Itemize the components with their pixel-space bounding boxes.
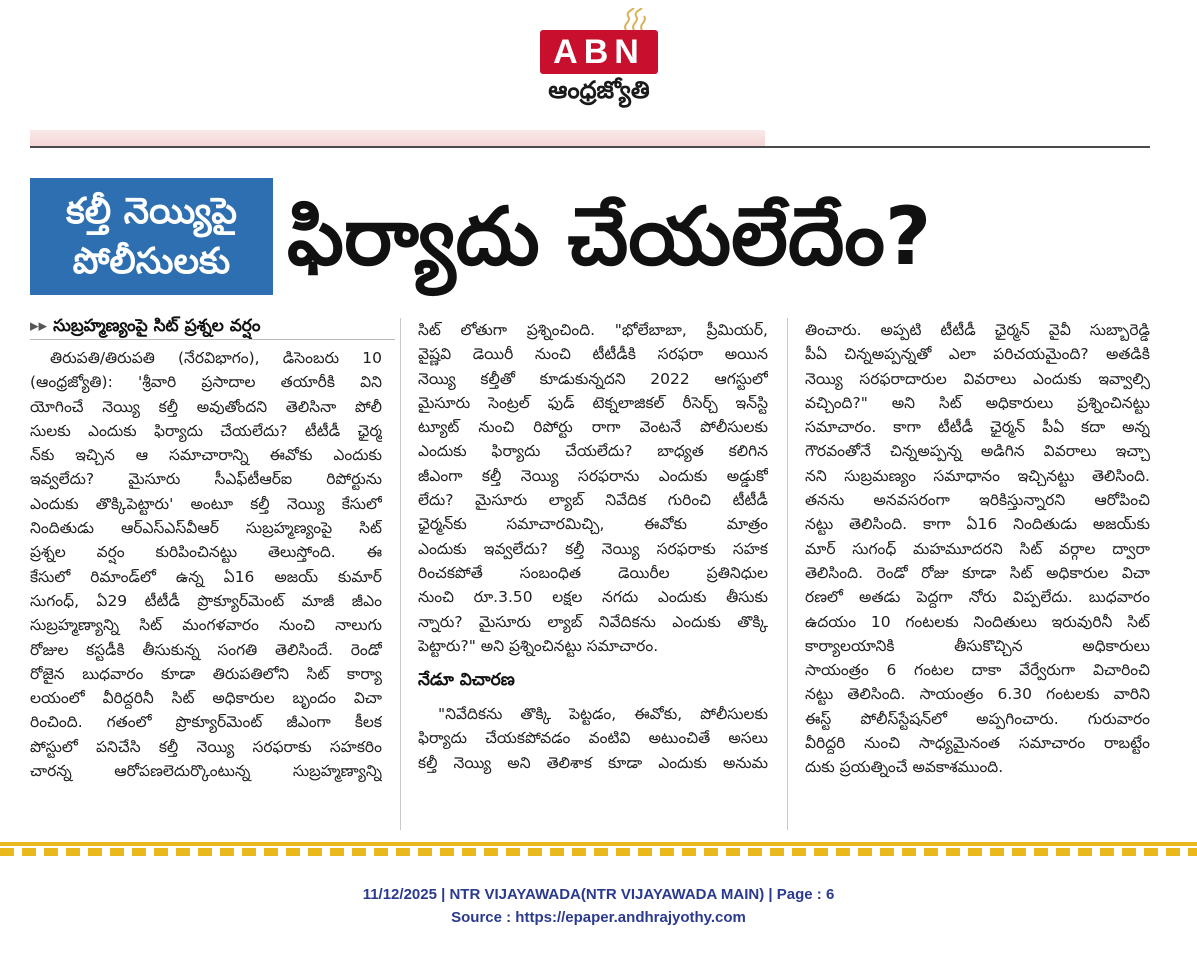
article-text-line: (ఆంధ్రజ్యోతి): 'శ్రీవారి ప్రసాదాల తయారీకి విని (30, 373, 382, 392)
article-text-line: న్నారు? మైసూరు ల్యాబ్ నివేదికను ఎందుకు తొక్కి (418, 612, 768, 631)
article-text-line: వీరిద్దరి నుంచి సాధ్యమైనంత సమాచారం రాబట్టేం (805, 734, 1150, 753)
article-text-line: తించారు. అప్పటి టీటీడీ ఛైర్మన్ వైవీ సుబ్బారెడ్డి (805, 321, 1150, 339)
article-text-line: రించకపోతే సంబంధిత డెయిరీల ప్రతినిధుల (418, 563, 768, 582)
article-text-line: ట్యూట్ నుంచి రిపోర్టు రాగా వెంటనే పోలీసులకు (418, 418, 768, 437)
article-text-line: నిందితుడు ఆర్‌ఎస్‌ఎస్‌వీఆర్ సుబ్రహ్మణ్యంపై సిట్ (30, 519, 382, 538)
header-rule (30, 146, 1150, 148)
column-divider (787, 318, 788, 830)
article-text-line: లేదు? మైసూరు ల్యాబ్ నివేదిక గురించి టీటీడీ (418, 491, 768, 510)
abn-andhrajyothy-logo (536, 8, 662, 104)
subheadline (30, 312, 390, 340)
article-column-1 (30, 346, 382, 783)
article-text-line: సులకు ఎందుకు ఫిర్యాదు చేయలేదు? టీటీడీ ఛైర్మ (30, 421, 382, 440)
article-text-line: నట్టు తెలిసింది. కాగా ఏ16 నిందితుడు అజయ్‌కు (805, 515, 1150, 534)
kicker-line-2: పోలీసులకు (72, 240, 231, 282)
bottom-decorative-band (0, 842, 1197, 858)
article-text-line: న్‌కు ఇచ్చిన ఆ సమాచారాన్ని ఈవోకు ఎందుకు (30, 446, 382, 465)
article-text-line: మార్ సుగంధ్ మహమూదరని సిట్ వర్గాల ద్వారా (805, 539, 1150, 558)
headline-kicker (30, 178, 273, 295)
article-text-line: నుంచి రూ.3.50 లక్షల నగదు ఎందుకు తీసుకు (418, 588, 768, 607)
article-column-2 (418, 318, 768, 775)
article-text-line: ప్రశ్నల వర్షం కురిపించినట్టు తెలుస్తోంది. ఈ (30, 543, 382, 562)
double-chevron-icon: ▸▸ (30, 316, 48, 336)
article-text-line: రోజైన బుధవారం కూడా తిరుపతిలోని సిట్ కార్యా (30, 664, 382, 683)
kicker-line-1: కల్తీ నెయ్యిపై (66, 190, 237, 232)
article-text-line: నని సుబ్రమణ్యం సమాధానం ఇచ్చినట్టు తెలిసింది. (805, 466, 1150, 485)
article-text-line: దుకు ప్రయత్నించే అవకాశముంది. (805, 758, 1004, 777)
article-text-line: కేసులో రిమాండ్‌లో ఉన్న ఏ16 అజయ్ కుమార్ (30, 567, 382, 586)
article-text-line: లయంలో వీరిద్దరినీ సిట్ అధికారుల బృందం విచా (30, 689, 382, 708)
article-text-line: ఉదయం 10 గంటలకు నిందితులు ఇరువురినీ సిట్ (805, 612, 1150, 631)
article-column-3 (805, 318, 1150, 780)
article-text-line: సమాచారం. కాగా టీటీడీ ఛైర్మన్ పీఏ కదా అన్న (805, 418, 1150, 437)
article-text-line: వచ్చింది?" అని సిట్ అధికారులు ప్రశ్నించినట్టు (805, 393, 1150, 412)
article-text-line: సుగంధ్, ఏ29 టీటీడీ ప్రొక్యూర్‌మెంట్ మాజీ జీఎం (30, 591, 382, 610)
article-text-line: ఎందుకు తొక్కిపెట్టారు' అంటూ కల్తీ నెయ్యి కేసులో (30, 494, 382, 513)
article-text-line: చారన్న ఆరోపణలెదుర్కొంటున్న సుబ్రహ్మణ్యాన్ని (30, 762, 382, 781)
article-text-line: ఛైర్మన్‌కు సమాచారమిచ్చి, ఈవోకు మాత్రం (418, 515, 768, 534)
steam-icon (620, 8, 650, 32)
article-text-line: వైష్ణవి డెయిరీ నుంచి టీటీడీకి సరఫరా అయిన (418, 345, 768, 364)
article-text-line: జీఎంగా కల్తీ నెయ్యి సరఫరాను ఎందుకు అడ్డుకో (418, 466, 768, 485)
article-text-line: కార్యాలయానికి తీసుకొచ్చిన అధికారులు (805, 636, 1150, 655)
article-text-line: యోగించే నెయ్యి కల్తీ అవుతోందని తెలిసినా పోలీ (30, 397, 382, 416)
article-text-line: రణలో అతడు పెద్దగా నోరు విప్పలేదు. బుధవారం (805, 588, 1150, 607)
article-text-line: నెయ్యి కల్తీతో కూడుకున్నదని 2022 ఆగస్టులో (418, 369, 768, 388)
article-text-line: నెయ్యి సరఫరాదారుల వివరాలు ఎందుకు ఇవ్వాల్సి (805, 369, 1150, 388)
article-text-line: సుబ్రహ్మణ్యాన్ని సిట్ మంగళవారం నుంచి నాలుగు (30, 616, 382, 635)
article-text-line: రించింది. గతంలో ప్రొక్యూర్‌మెంట్ జీఎంగా కీలక (30, 713, 382, 732)
article-text-line: సాయంత్రం 6 గంటల దాకా వేర్వేరుగా విచారించి (805, 661, 1150, 680)
article-text-line: "నివేదికను తొక్కి పెట్టడం, ఈవోకు, పోలీసులకు (438, 705, 768, 724)
article-text-line: పెట్టారు?" అని ప్రశ్నించినట్టు సమాచారం. (418, 636, 659, 655)
article-text-line: పోస్టులో పనిచేసి కల్తీ నెయ్యి సరఫరాకు సహకరిం (30, 737, 382, 756)
section-subheading: నేడూ విచారణ (418, 670, 515, 691)
article-text-line: తెలిసింది. రెండో రోజు కూడా సిట్ అధికారుల విచా (805, 563, 1150, 582)
article-text-line: సిట్ లోతుగా ప్రశ్నించింది. "భోలేబాబా, ప్రీమియర్, (418, 321, 768, 339)
article-text-line: తిరుపతి/తిరుపతి (నేరవిభాగం), డిసెంబరు 10 (50, 349, 382, 367)
footer-edition-info: 11/12/2025 | NTR VIJAYAWADA(NTR VIJAYAWADA MAIN) | Page : 6 (362, 886, 835, 903)
article-text-line: నట్టు తెలిసింది. సాయంత్రం 6.30 గంటలకు వారిని (805, 685, 1150, 704)
logo-abn-letters: ABN (540, 30, 658, 74)
article-text-line: ఎందుకు ఇవ్వలేదు? కల్తీ నెయ్యి సరఫరాకు సహక (418, 539, 768, 558)
logo-publication-name: ఆంధ్రజ్యోతి (548, 76, 650, 104)
article-text-line: మైసూరు సెంట్రల్ ఫుడ్ టెక్నలాజికల్ రీసెర్చ్ ఇన్‌స్టి (418, 393, 768, 412)
article-text-line: గౌరవంతోనే చిన్నఅప్పన్న అడిగిన వివరాలు ఇచ్చా (805, 442, 1150, 461)
header-band (30, 130, 765, 146)
main-headline: ఫిర్యాదు చేయలేదేం? (287, 190, 932, 283)
article-text-line: ఈస్ట్ పోలీస్‌స్టేషన్‌లో అప్పగించారు. గురువారం (805, 709, 1150, 728)
article-text-line: రోజుల కస్టడీకి తీసుకున్న సంగతి తెలిసిందే. రెండో (30, 640, 382, 659)
footer-source: Source : https://epaper.andhrajyothy.com (451, 909, 746, 926)
subheadline-text: సుబ్రహ్మణ్యంపై సిట్ ప్రశ్నల వర్షం (53, 316, 261, 336)
article-text-line: ఇవ్వలేదు? మైసూరు సీఎఫ్‌టీఆర్ఐ రిపోర్టును (30, 470, 382, 489)
article-text-line: ఫిర్యాదు చేయకపోవడం వంటివి అటుంచితే అసలు (418, 729, 768, 748)
subhead-rule (30, 339, 395, 340)
article-text-line: తనను అనవసరంగా ఇరికిస్తున్నారని ఆరోపించి (805, 491, 1150, 510)
article-text-line: ఎందుకు ఫిర్యాదు చేయలేదు? బాధ్యత కలిగిన (418, 442, 768, 461)
article-text-line: కల్తీ నెయ్యి అని తెలిశాక కూడా ఎందుకు అనుమ (418, 753, 768, 772)
article-text-line: పీఏ చిన్నఅప్పన్నతో ఎలా పరిచయమైంది? అతడికి (805, 345, 1150, 364)
column-divider (400, 318, 401, 830)
